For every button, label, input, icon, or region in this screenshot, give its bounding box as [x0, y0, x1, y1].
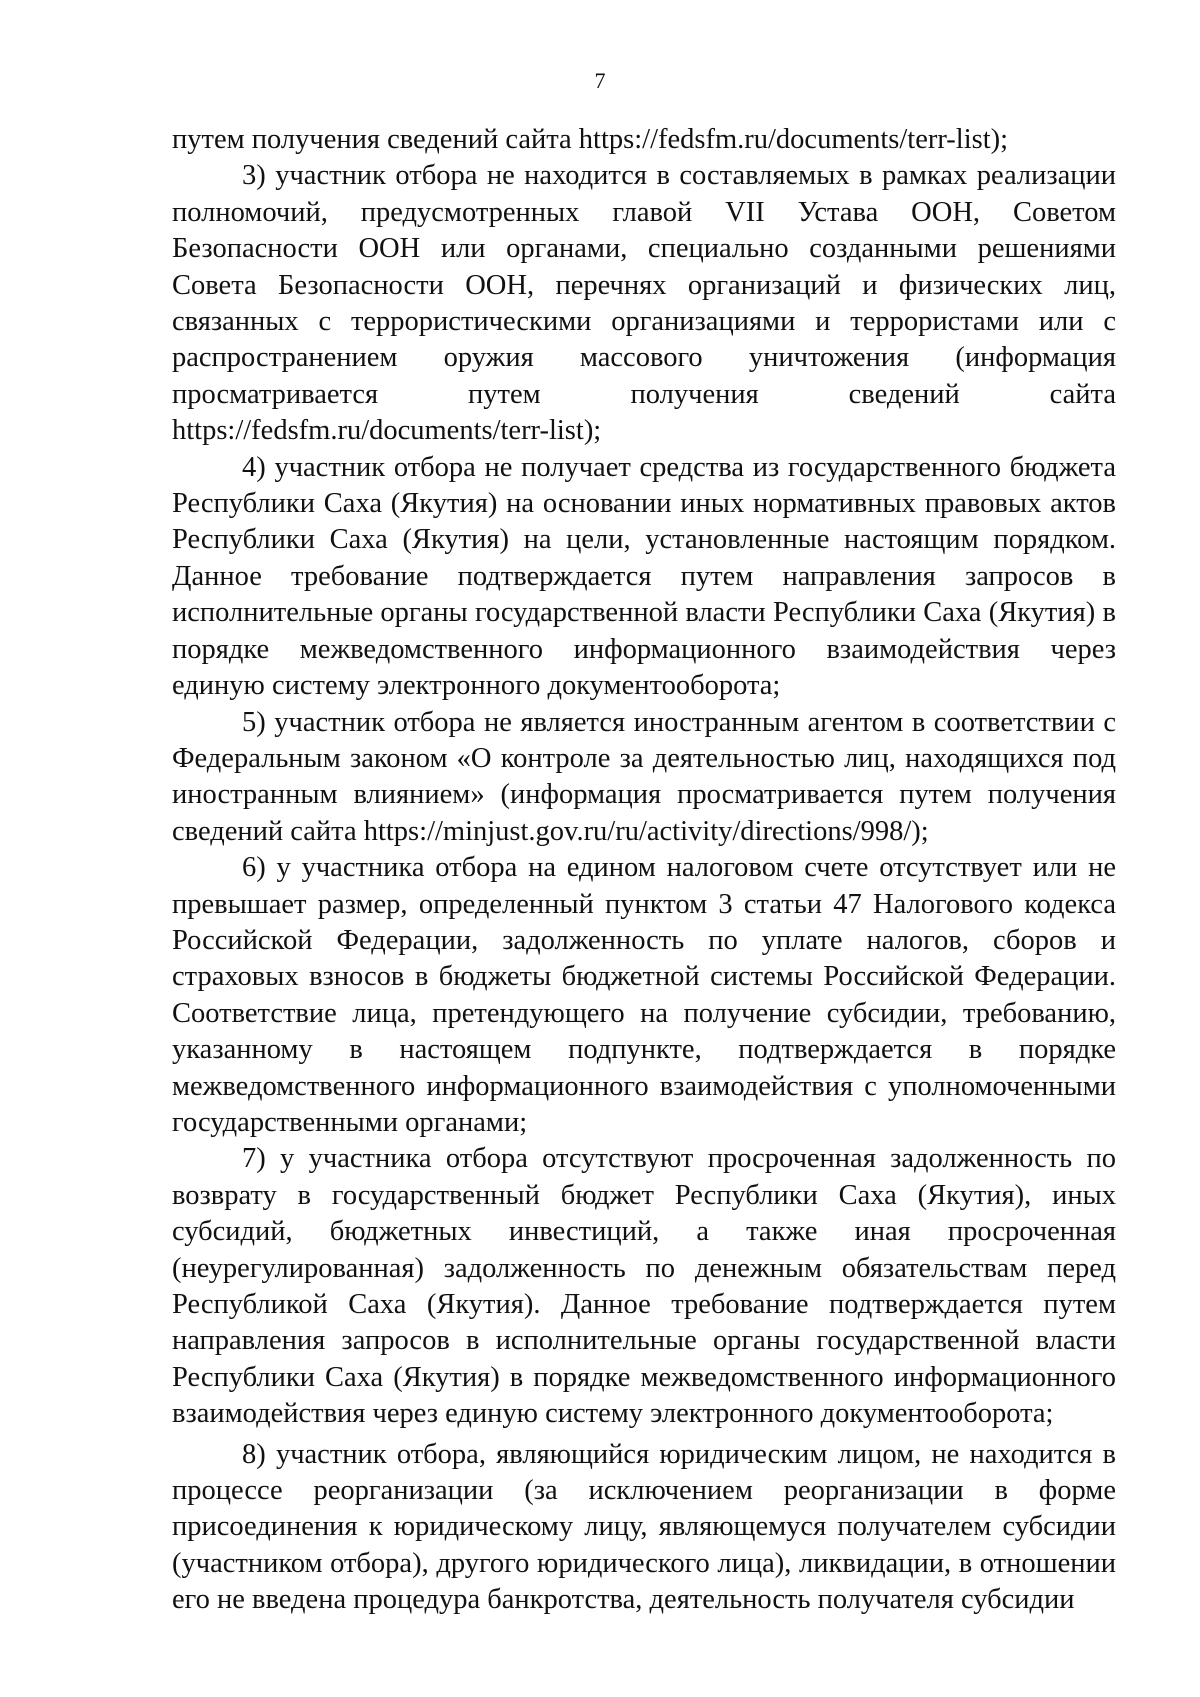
document-body: [172, 122, 1116, 1619]
paragraph-item-7: 7) у участника отбора отсутствуют просроченная задолженность по возврату в государственный бюджет Республики Саха (Якутия), иных субсидий, бюджетных инвестиций, а также иная просроченная (неурегулированная) задолженность по денежным обязательствам перед Республикой Саха (Якутия). Данное требование подтверждается путем направления запросов в исполнительные органы государственной власти Республики Саха (Якутия) в порядке межведомственного информационного взаимодействия через единую систему электронного документооборота;: [172, 1143, 1116, 1430]
paragraph-item-6: 6) у участника отбора на едином налоговом счете отсутствует или не превышает размер, определенный пунктом 3 статьи 47 Налогового кодекса Российской Федерации, задолженность по уплате налогов, сборов и страховых взносов в бюджеты бюджетной системы Российской Федерации. Соответствие лица, претендующего на получение субсидии, требованию, указанному в настоящем подпункте, подтверждается в порядке межведомственного информационного взаимодействия с уполномоченными государственными органами;: [172, 852, 1116, 1138]
paragraph-item-3: 3) участник отбора не находится в составляемых в рамках реализации полномочий, предусмотренных главой VII Устава ООН, Советом Безопасности ООН или органами, специально созданными решениями Совета Безопасности ООН, перечнях организаций и физических лиц, связанных с террористическими организациями и террористами или с распространением оружия массового уничтожения (информация просматривается путем получения сведений сайта https://fedsfm.ru/documents/terr-list);: [172, 160, 1116, 447]
paragraph-item-4: 4) участник отбора не получает средства из государственного бюджета Республики Саха (Якутия) на основании иных нормативных правовых актов Республики Саха (Якутия) на цели, установленные настоящим порядком. Данное требование подтверждается путем направления запросов в исполнительные органы государственной власти Республики Саха (Якутия) в порядке межведомственного информационного взаимодействия через единую систему электронного документооборота;: [172, 451, 1116, 702]
paragraph-item-8: 8) участник отбора, являющийся юридическим лицом, не находится в процессе реорганизации (за исключением реорганизации в форме присоединения к юридическому лицу, являющемуся получателем субсидии (участником отбора), другого юридического лица), ликвидации, в отношении его не введена процедура банкротства, деятельность получателя субсидии: [172, 1438, 1116, 1616]
paragraph-continuation: путем получения сведений сайта https://fedsfm.ru/documents/terr-list);: [172, 124, 1009, 155]
page-number: 7: [594, 68, 606, 93]
paragraph-item-5: 5) участник отбора не является иностранным агентом в соответствии с Федеральным законом «О контроле за деятельностью лиц, находящихся под иностранным влиянием» (информация просматривается путем получения сведений сайта https://minjust.gov.ru/ru/activity/directions/998/);: [172, 706, 1116, 847]
